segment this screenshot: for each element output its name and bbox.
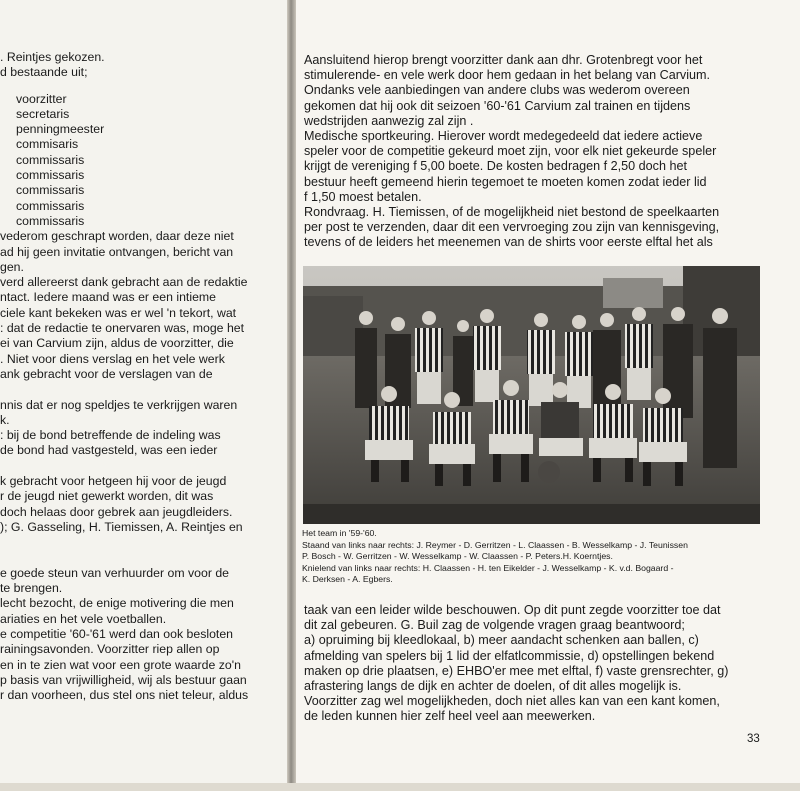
caption-line: K. Derksen - A. Egbers. — [302, 574, 393, 585]
text-line: bestuur heeft gemeend hierin tegemoet te moeten komen zodat ieder lid — [304, 174, 707, 189]
board-role: penningmeester — [16, 122, 105, 137]
board-role: commissaris — [16, 213, 85, 228]
board-role: secretaris — [16, 106, 70, 121]
team-photo — [303, 266, 760, 524]
book-gutter — [287, 0, 296, 791]
text-line: te brengen. — [0, 581, 63, 596]
text-line: k. — [0, 412, 10, 427]
right-page-bottom-text — [304, 603, 766, 725]
text-line: de leden kunnen hier zelf heel veel aan meewerken. — [304, 709, 596, 724]
text-line: : dat de redactie te onervaren was, moge het — [0, 321, 245, 336]
text-line: ciele kant bekeken was er wel 'n tekort, wat — [0, 305, 237, 320]
text-line: e competitie '60-'61 werd dan ook besloten — [0, 626, 234, 641]
text-line: Medische sportkeuring. Hierover wordt medegedeeld dat iedere actieve — [304, 128, 703, 143]
text-line: ad hij geen invitatie ontvangen, bericht van — [0, 244, 234, 259]
text-line: k gebracht voor hetgeen hij voor de jeugd — [0, 474, 227, 489]
text-line: wedstrijden aanwezig zal zijn . — [304, 113, 474, 128]
text-line: krijgt de vereniging f 5,00 boete. De kosten bedragen f 2,50 doch het — [304, 159, 687, 174]
left-page — [0, 0, 289, 791]
text-line: ei van Carvium zijn, aldus de voorzitter, die — [0, 336, 234, 351]
board-role: voorzitter — [16, 91, 67, 106]
text-line: e goede steun van verhuurder om voor de — [0, 565, 230, 580]
caption-line: Staand van links naar rechts: J. Reymer - D. Gerritzen - L. Claassen - B. Wesselkamp - J. Teunissen — [302, 539, 688, 550]
text-line: gekomen dat hij ook dit seizoen '60-'61 Carvium zal trainen en tijdens — [304, 98, 691, 113]
photo-caption — [302, 528, 772, 586]
text-line: ); G. Gasseling, H. Tiemissen, A. Reintjes en — [0, 519, 243, 534]
text-line: a) opruiming bij kleedlokaal, b) meer aandacht schenken aan ballen, c) — [304, 633, 699, 648]
right-page-top-text — [304, 53, 766, 250]
caption-line: P. Bosch - W. Gerritzen - W. Wesselkamp - W. Claassen - P. Peters.H. Koerntjes. — [302, 551, 613, 562]
text-line: lecht bezocht, de enige motivering die men — [0, 596, 234, 611]
text-line: de bond had vastgesteld, was een ieder — [0, 443, 218, 458]
text-line: f 1,50 moest betalen. — [304, 189, 422, 204]
text-line: ariaties en het vele voetballen. — [0, 611, 167, 626]
text-line: . Reintjes gekozen. — [0, 50, 105, 64]
page-number: 33 — [747, 733, 760, 745]
text-line: r de jeugd niet gewerkt worden, dit was — [0, 489, 214, 504]
text-line: speler voor de competitie gekeurd moet zijn, voor elk niet gekeurde speler — [304, 144, 717, 159]
text-line: tevens of de leiders het meenemen van de shirts voor eerste elftal het als — [304, 235, 713, 250]
text-line: afrastering langs de dijk en achter de doelen, of dit alles mogelijk is. — [304, 678, 682, 693]
caption-line: Knielend van links naar rechts: H. Claassen - H. ten Eikelder - J. Wesselkamp - K. v.d. Bogaard - — [302, 562, 674, 573]
text-line: per post te verzenden, daar dit een vervroeging zou zijn van kennisgeving, — [304, 220, 720, 235]
text-line: vederom geschrapt worden, daar deze niet — [0, 229, 234, 244]
left-page-text — [0, 50, 289, 703]
caption-line: Het team in '59-'60. — [302, 528, 377, 538]
text-line: dit zal gebeuren. G. Buil zag de volgende vragen graag beantwoord; — [304, 618, 685, 633]
text-line — [0, 535, 289, 550]
text-line: ntact. Iedere maand was er een intieme — [0, 290, 217, 305]
text-line: stimulerende- en vele werk door hem gedaan in het belang van Carvium. — [304, 68, 711, 83]
text-line: Rondvraag. H. Tiemissen, of de mogelijkheid niet bestond de speelkaarten — [304, 204, 720, 219]
text-line: en in te zien wat voor een grote waarde zo'n — [0, 657, 241, 672]
text-line: p basis van vrijwilligheid, wij als bestuur gaan — [0, 672, 247, 687]
text-line: maken op drie plaatsen, e) EHBO'er mee met elftal, f) vaste grensrechter, g) — [304, 663, 729, 678]
text-line — [0, 459, 289, 474]
text-line: Voorzitter zag wel mogelijkheden, doch niet alles kan van een kant komen, — [304, 694, 720, 709]
text-line: r dan voorheen, dus stel ons niet teleur, aldus — [0, 688, 249, 703]
text-line: ank gebracht voor de verslagen van de — [0, 366, 213, 381]
text-line: taak van een leider wilde beschouwen. Op dit punt zegde voorzitter toe dat — [304, 603, 721, 617]
text-line: rainingsavonden. Voorzitter riep allen op — [0, 642, 220, 657]
text-line: Ondanks vele aanbiedingen van andere clubs was wederom overeen — [304, 83, 690, 98]
right-page — [296, 0, 800, 791]
team-photo-illustration — [303, 266, 760, 524]
text-line: Aansluitend hierop brengt voorzitter dank aan dhr. Grotenbregt voor het — [304, 53, 703, 67]
board-role: commissaris — [16, 168, 85, 183]
text-line: verd allereerst dank gebracht aan de redaktie — [0, 275, 248, 290]
board-role: commisaris — [16, 137, 79, 152]
text-line: afmelding van spelers bij 1 lid der elfatlcommissie, d) opstellingen bekend — [304, 648, 715, 663]
text-line: nnis dat er nog speldjes te verkrijgen waren — [0, 397, 238, 412]
board-role: commissaris — [16, 152, 85, 167]
text-line: d bestaande uit; — [0, 65, 88, 80]
text-line: . Niet voor diens verslag en het vele werk — [0, 351, 225, 366]
board-role: commissaris — [16, 183, 85, 198]
text-line — [0, 382, 289, 397]
board-role: commissaris — [16, 198, 85, 213]
page-edge-bottom — [0, 783, 800, 791]
text-line: doch helaas door gebrek aan jeugdleiders. — [0, 504, 233, 519]
text-line: : bij de bond betreffende de indeling was — [0, 428, 221, 443]
text-line: gen. — [0, 259, 24, 274]
text-line — [0, 551, 289, 566]
